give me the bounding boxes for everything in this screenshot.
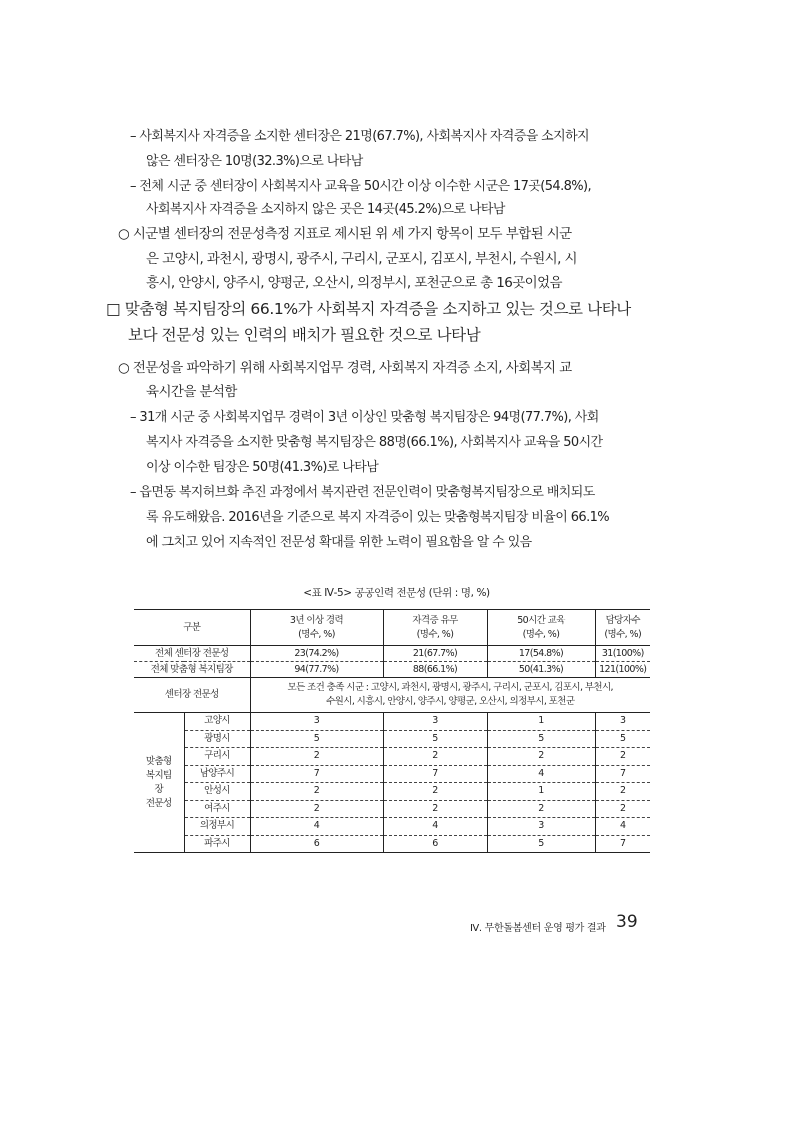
header-license-label: 자격증 유무 [412,614,458,626]
header-experience-unit: (명수, %) [298,628,335,640]
body-line-17: 에 그치고 있어 지속적인 전문성 확대를 위한 노력이 필요함을 알 수 있음 [146,535,532,550]
cell-license: 2 [383,783,487,801]
cell-staff-count: 3 [595,713,650,731]
table-row [134,783,650,801]
header-education-unit: (명수, %) [522,628,560,640]
cell-education: 1 [487,713,595,731]
cell-city: 고양시 [184,713,250,731]
cell-staff-count: 31(100%) [595,646,650,662]
footer-section-title: Ⅳ. 무한돌봄센터 운영 평가 결과 [470,923,606,934]
note-row-label: 센터장 전문성 [134,678,250,713]
cell-education: 50(41.3%) [487,662,595,678]
cell-city: 여주시 [184,800,250,818]
body-line-2: 않은 센터장은 10명(32.3%)으로 나타남 [146,154,363,169]
cell-license: 4 [383,818,487,836]
header-category: 구분 [134,610,250,646]
cell-license: 5 [383,730,487,748]
header-staff-count [595,610,650,646]
group-label-line: 전문성 [145,797,172,809]
note-line-2: 수원시, 시흥시, 안양시, 양주시, 양평군, 오산시, 의정부시, 포천군 [326,696,575,707]
table-row [134,765,650,783]
cell-experience: 5 [250,730,383,748]
cell-staff-count: 121(100%) [595,662,650,678]
page-number: 39 [616,912,638,932]
table-row [134,748,650,766]
header-education-label: 50시간 교육 [517,614,565,626]
cell-staff-count: 4 [595,818,650,836]
cell-education: 5 [487,835,595,853]
table-row [134,662,650,678]
body-line-10: ○ 전문성을 파악하기 위해 사회복지업무 경력, 사회복지 자격증 소지, 사회복지 교 [118,360,572,376]
cell-license: 21(67.7%) [383,646,487,662]
body-line-12: – 31개 시군 중 사회복지업무 경력이 3년 이상인 맞춤형 복지팀장은 94명(77.7%), 사회 [130,410,599,425]
cell-staff-count: 2 [595,783,650,801]
cell-experience: 23(74.2%) [250,646,383,662]
cell-city: 구리시 [184,748,250,766]
cell-education: 5 [487,730,595,748]
header-license-unit: (명수, %) [416,628,454,640]
body-line-4: 사회복지사 자격증을 소지하지 않은 곳은 14곳(45.2%)으로 나타남 [146,202,505,217]
body-line-15: – 읍면동 복지허브화 추진 과정에서 복지관련 전문인력이 맞춤형복지팀장으로 배치되도 [130,485,595,500]
table-row [134,646,650,662]
body-line-6: 은 고양시, 과천시, 광명시, 광주시, 구리시, 군포시, 김포시, 부천시, 수원시, 시 [146,251,577,267]
note-row-content [250,678,650,713]
table-row [134,713,650,731]
group-label-line: 복지팀 [145,769,172,781]
cell-education: 2 [487,748,595,766]
cell-experience: 2 [250,748,383,766]
cell-education: 4 [487,765,595,783]
cell-staff-count: 7 [595,765,650,783]
cell-experience: 4 [250,818,383,836]
header-education [487,610,595,646]
cell-city: 파주시 [184,835,250,853]
table-caption: <표 Ⅳ-5> 공공인력 전문성 (단위 : 명, %) [303,587,490,599]
body-line-11: 육시간을 분석함 [146,384,237,400]
cell-city: 광명시 [184,730,250,748]
group-label-line: 장 [154,783,164,795]
cell-staff-count: 2 [595,748,650,766]
body-line-9: 보다 전문성 있는 인력의 배치가 필요한 것으로 나타남 [128,326,481,344]
table-note-row [134,678,650,713]
cell-license: 2 [383,800,487,818]
cell-license: 88(66.1%) [383,662,487,678]
cell-experience: 7 [250,765,383,783]
cell-license: 6 [383,835,487,853]
body-line-14: 이상 이수한 팀장은 50명(41.3%)로 나타남 [146,460,379,475]
header-experience [250,610,383,646]
cell-education: 17(54.8%) [487,646,595,662]
row-label: 전체 맞춤형 복지팀장 [134,662,250,678]
group-label [134,713,184,853]
header-experience-label: 3년 이상 경력 [289,614,344,626]
cell-education: 2 [487,800,595,818]
group-label-line: 맞춤형 [145,755,172,767]
cell-experience: 2 [250,783,383,801]
cell-license: 7 [383,765,487,783]
cell-staff-count: 5 [595,730,650,748]
body-line-7: 흥시, 안양시, 양주시, 양평군, 오산시, 의정부시, 포천군으로 총 16곳이었음 [146,275,563,291]
cell-city: 남양주시 [184,765,250,783]
cell-city: 의정부시 [184,818,250,836]
table-row [134,835,650,853]
body-line-5: ○ 시군별 센터장의 전문성측정 지표로 제시된 위 세 가지 항목이 모두 부합된 시군 [118,226,572,242]
table-row [134,730,650,748]
cell-education: 3 [487,818,595,836]
cell-license: 2 [383,748,487,766]
body-line-1: – 사회복지사 자격증을 소지한 센터장은 21명(67.7%), 사회복지사 자격증을 소지하지 [130,129,590,144]
cell-staff-count: 2 [595,800,650,818]
table-header-row [134,610,650,646]
cell-experience: 2 [250,800,383,818]
row-label: 전체 센터장 전문성 [134,646,250,662]
body-line-8: □ 맞춤형 복지팀장의 66.1%가 사회복지 자격증을 소지하고 있는 것으로 나타나 [106,300,631,318]
header-staff-count-label: 담당자수 [605,614,640,626]
header-license [383,610,487,646]
cell-experience: 6 [250,835,383,853]
body-line-3: – 전체 시군 중 센터장이 사회복지사 교육을 50시간 이상 이수한 시군은 17곳(54.8%), [130,179,592,194]
data-table [134,609,650,853]
body-line-13: 복지사 자격증을 소지한 맞춤형 복지팀장은 88명(66.1%), 사회복지사 교육을 50시간 [146,435,603,450]
header-staff-count-unit: (명수, %) [604,628,642,640]
cell-experience: 94(77.7%) [250,662,383,678]
cell-city: 안성시 [184,783,250,801]
table-row [134,800,650,818]
table-row [134,818,650,836]
body-line-16: 록 유도해왔음. 2016년을 기준으로 복지 자격증이 있는 맞춤형복지팀장 비율이 66.1% [146,510,610,525]
cell-license: 3 [383,713,487,731]
cell-staff-count: 7 [595,835,650,853]
cell-experience: 3 [250,713,383,731]
note-line-1: 모든 조건 충족 시군 : 고양시, 과천시, 광명시, 광주시, 구리시, 군포시, 김포시, 부천시, [287,682,613,693]
cell-education: 1 [487,783,595,801]
